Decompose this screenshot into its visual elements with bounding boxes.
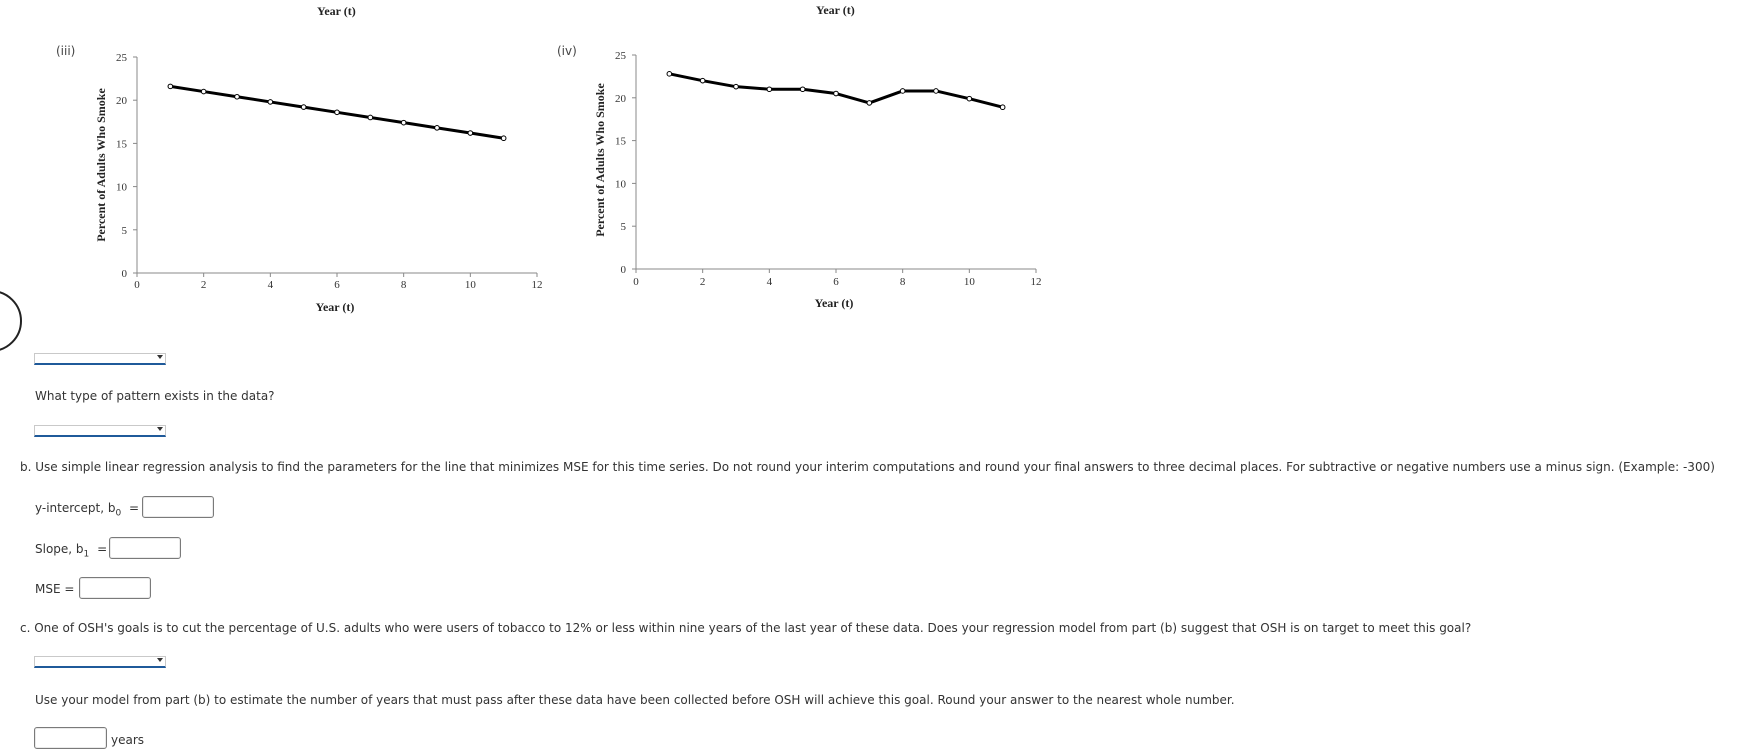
part-b-instructions: b. Use simple linear regression analysis to find the parameters for the line that minimizes MSE for this time series. Do not round your interim computations and round your final answers to three decimal places. For subtractive or negative numbers use a minus sign. (Example: -300) — [20, 460, 1715, 474]
y-tick-label: 5 — [620, 221, 626, 234]
data-point — [700, 78, 705, 83]
y-tick-label: 20 — [116, 95, 127, 108]
y-tick-label: 15 — [615, 135, 626, 148]
panel-label-iv: (iv) — [557, 44, 577, 58]
slope-label — [35, 542, 107, 559]
x-tick-label: 12 — [531, 279, 543, 291]
data-point — [834, 91, 839, 96]
intercept-subscript: 0 — [115, 508, 122, 519]
x-tick-label: 6 — [334, 279, 340, 291]
on-target-select[interactable] — [34, 656, 166, 668]
years-unit-label: years — [111, 733, 145, 747]
y-tick-label: 5 — [121, 224, 127, 237]
data-point — [767, 87, 772, 92]
intercept-label — [35, 501, 139, 518]
x-tick-label: 2 — [699, 276, 706, 288]
y-tick-label: 10 — [615, 178, 626, 191]
chart-choice-select[interactable] — [34, 353, 166, 365]
x-tick-label: 4 — [766, 276, 773, 288]
top-x-title-right: Year (t) — [816, 3, 855, 17]
y-tick-label: 10 — [116, 181, 127, 194]
panel-label-iii: (iii) — [56, 44, 76, 58]
x-tick-label: 0 — [134, 279, 140, 291]
intercept-equals: = — [129, 501, 140, 515]
x-tick-label: 8 — [899, 276, 906, 288]
data-point — [967, 96, 972, 101]
x-tick-label: 2 — [200, 279, 207, 291]
data-point — [734, 84, 739, 89]
data-point — [667, 72, 672, 77]
slope-subscript: 1 — [83, 549, 90, 560]
intercept-input[interactable] — [142, 496, 214, 518]
x-tick-label: 0 — [633, 276, 639, 288]
data-point — [867, 101, 872, 106]
pattern-select[interactable] — [34, 425, 166, 437]
mse-input[interactable] — [79, 577, 151, 599]
x-axis-title: Year (t) — [315, 300, 355, 314]
y-axis-title: Percent of Adults Who Smoke — [94, 88, 108, 242]
chevron-down-icon — [157, 355, 163, 359]
mse-label: MSE = — [35, 582, 75, 596]
y-tick-label: 0 — [620, 264, 626, 276]
x-tick-label: 8 — [400, 279, 407, 291]
x-tick-label: 10 — [464, 279, 476, 291]
chevron-down-icon — [157, 658, 163, 662]
slope-input[interactable] — [109, 537, 181, 559]
estimate-instructions: Use your model from part (b) to estimate the number of years that must pass after these data have been collected before OSH will achieve this goal. Round your answer to the nearest whole number. — [35, 693, 1235, 707]
data-point — [900, 89, 905, 94]
data-point — [800, 87, 805, 92]
x-tick-label: 12 — [1030, 276, 1042, 288]
x-tick-label: 4 — [267, 279, 274, 291]
y-tick-label: 15 — [116, 138, 127, 151]
years-input[interactable] — [34, 727, 107, 749]
y-tick-label: 25 — [116, 52, 127, 64]
series-line — [669, 74, 1002, 107]
y-tick-label: 0 — [121, 268, 127, 280]
chevron-down-icon — [157, 427, 163, 431]
intercept-label-text: y-intercept, b — [35, 501, 116, 515]
top-x-title-left: Year (t) — [317, 4, 356, 18]
x-tick-label: 6 — [833, 276, 839, 288]
y-tick-label: 25 — [615, 50, 626, 62]
slope-equals: = — [97, 542, 108, 556]
slope-label-text: Slope, b — [35, 542, 84, 556]
data-point — [1000, 105, 1005, 110]
y-tick-label: 20 — [615, 92, 626, 105]
x-axis-title: Year (t) — [814, 296, 854, 310]
pattern-question: What type of pattern exists in the data? — [35, 389, 275, 403]
data-point — [934, 89, 939, 94]
part-c-question: c. One of OSH's goals is to cut the percentage of U.S. adults who were users of tobacco to 12% or less within nine years of the last year of these data. Does your regression model from part (b) suggest that OSH is on target to meet this goal? — [20, 621, 1472, 635]
x-tick-label: 10 — [963, 276, 975, 288]
y-axis-title: Percent of Adults Who Smoke — [593, 83, 607, 237]
